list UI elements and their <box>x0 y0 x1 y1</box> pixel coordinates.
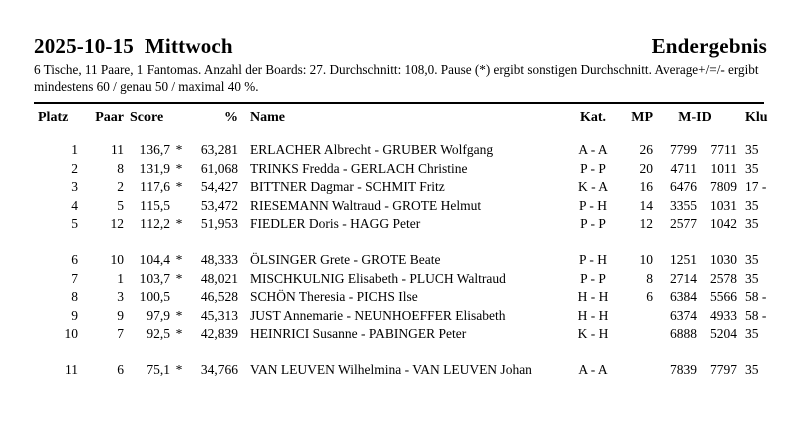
cell-percent: 45,313 <box>200 307 238 323</box>
column-header-platz: Platz <box>38 110 69 125</box>
results-table-body <box>34 141 801 379</box>
table-row <box>34 160 801 178</box>
table-row <box>34 361 801 379</box>
column-header-mp: MP <box>631 110 653 125</box>
cell-pair-names: JUST Annemarie - NEUNHOEFFER Elisabeth <box>250 307 506 323</box>
cell-kategorie: H - H <box>577 289 609 305</box>
cell-klub: 58 - <box>745 307 767 323</box>
column-header-klub: Klu <box>745 110 768 125</box>
cell-platz: 2 <box>71 160 78 176</box>
cell-klub: 35 <box>745 270 759 286</box>
cell-platz: 6 <box>71 252 78 268</box>
cell-percent: 61,068 <box>200 160 238 176</box>
cell-pair-names: SCHÖN Theresia - PICHS Ilse <box>250 289 418 305</box>
summary-line-2: mindestens 60 / genau 50 / maximal 40 %. <box>34 79 259 94</box>
cell-mp: 6 <box>646 289 653 305</box>
cell-pause-star: * <box>175 326 183 342</box>
result-title: Endergebnis <box>651 34 767 58</box>
cell-paar: 6 <box>117 362 124 378</box>
cell-pause-star: * <box>175 216 183 232</box>
cell-pause-star: * <box>175 362 183 378</box>
cell-mp <box>623 361 653 379</box>
cell-percent: 54,427 <box>200 179 238 195</box>
cell-mid-1: 6384 <box>670 289 697 305</box>
cell-paar: 5 <box>117 197 124 213</box>
cell-klub: 35 <box>745 142 759 158</box>
group-separator <box>34 233 801 251</box>
cell-paar: 9 <box>117 307 124 323</box>
cell-mp <box>623 307 653 325</box>
cell-pair-names: FIEDLER Doris - HAGG Peter <box>250 216 421 232</box>
cell-percent: 51,953 <box>200 216 238 232</box>
table-row <box>34 178 801 196</box>
cell-mid-1: 2714 <box>670 270 697 286</box>
cell-platz: 4 <box>71 197 78 213</box>
cell-pair-names: ÖLSINGER Grete - GROTE Beate <box>250 252 441 268</box>
table-row <box>34 307 801 325</box>
cell-klub: 35 <box>745 216 759 232</box>
cell-score: 92,5 <box>146 326 170 342</box>
cell-kategorie: P - P <box>580 160 606 176</box>
cell-mid-2: 7809 <box>710 179 737 195</box>
cell-paar: 3 <box>117 289 124 305</box>
table-top-rule <box>34 102 764 104</box>
cell-mid-2: 1042 <box>710 216 737 232</box>
cell-mid-2: 7711 <box>710 142 737 158</box>
cell-platz: 9 <box>71 307 78 323</box>
cell-platz: 1 <box>71 142 78 158</box>
cell-mid-2: 1030 <box>710 252 737 268</box>
cell-kategorie: P - P <box>580 270 606 286</box>
date-title: 2025-10-15 Mittwoch <box>34 34 233 58</box>
column-header-paar: Paar <box>95 110 124 125</box>
table-header-row <box>34 109 801 127</box>
cell-mid-1: 3355 <box>670 197 697 213</box>
cell-pause-star: * <box>175 160 183 176</box>
cell-mp: 14 <box>639 197 653 213</box>
cell-klub: 35 <box>745 362 759 378</box>
cell-klub: 35 <box>745 197 759 213</box>
cell-klub: 35 <box>745 326 759 342</box>
cell-kategorie: P - H <box>578 252 607 268</box>
cell-klub: 35 <box>745 252 759 268</box>
cell-mp: 20 <box>639 160 653 176</box>
cell-paar: 11 <box>111 142 124 158</box>
cell-mid-2: 5566 <box>710 289 737 305</box>
cell-percent: 53,472 <box>200 197 238 213</box>
cell-score: 117,6 <box>140 179 170 195</box>
table-row <box>34 197 801 215</box>
cell-mid-1: 6374 <box>670 307 697 323</box>
cell-score: 112,2 <box>140 216 170 232</box>
cell-score: 75,1 <box>146 362 170 378</box>
table-row <box>34 325 801 343</box>
cell-pause-star <box>170 197 188 215</box>
cell-pair-names: HEINRICI Susanne - PABINGER Peter <box>250 326 467 342</box>
cell-kategorie: H - H <box>577 307 609 323</box>
column-header-score: Score <box>130 110 164 125</box>
cell-pair-names: VAN LEUVEN Wilhelmina - VAN LEUVEN Johan <box>250 362 532 378</box>
cell-platz: 7 <box>71 270 78 286</box>
cell-mp: 8 <box>646 270 653 286</box>
cell-mp: 16 <box>639 179 653 195</box>
cell-mp: 12 <box>639 216 653 232</box>
cell-percent: 34,766 <box>200 362 238 378</box>
cell-mid-1: 7799 <box>670 142 697 158</box>
cell-paar: 7 <box>117 326 124 342</box>
cell-percent: 63,281 <box>200 142 238 158</box>
cell-kategorie: P - H <box>578 197 607 213</box>
cell-mid-1: 6476 <box>670 179 697 195</box>
cell-mid-1: 2577 <box>670 216 697 232</box>
cell-score: 104,4 <box>139 252 170 268</box>
cell-pause-star: * <box>175 142 183 158</box>
cell-pause-star: * <box>175 179 183 195</box>
cell-paar: 12 <box>110 216 124 232</box>
cell-paar: 1 <box>117 270 124 286</box>
cell-pause-star: * <box>175 252 183 268</box>
cell-mid-1: 6888 <box>670 326 697 342</box>
cell-kategorie: K - A <box>578 179 608 195</box>
cell-pause-star: * <box>175 270 183 286</box>
cell-kategorie: K - H <box>577 326 609 342</box>
cell-kategorie: A - A <box>578 142 608 158</box>
column-header-mid: M-ID <box>678 110 712 125</box>
cell-mid-1: 1251 <box>670 252 697 268</box>
summary-line-1: 6 Tische, 11 Paare, 1 Fantomas. Anzahl der Boards: 27. Durchschnitt: 108,0. Pause (*) ergibt sonstigen Durchschnitt. Average+/=/- ergibt <box>34 62 759 77</box>
cell-percent: 48,021 <box>200 270 238 286</box>
cell-pair-names: MISCHKULNIG Elisabeth - PLUCH Waltraud <box>250 270 506 286</box>
column-header-star-spacer <box>170 109 188 127</box>
cell-score: 115,5 <box>140 197 170 213</box>
cell-platz: 8 <box>71 289 78 305</box>
cell-paar: 2 <box>117 179 124 195</box>
cell-mp: 10 <box>639 252 653 268</box>
cell-mid-2: 1031 <box>710 197 737 213</box>
column-header-kategorie: Kat. <box>579 110 607 125</box>
summary-text <box>34 61 801 95</box>
cell-score: 131,9 <box>139 160 170 176</box>
cell-score: 103,7 <box>139 270 170 286</box>
cell-pair-names: RIESEMANN Waltraud - GROTE Helmut <box>250 197 482 213</box>
cell-platz: 5 <box>71 216 78 232</box>
cell-pause-star: * <box>175 307 183 323</box>
cell-mid-2: 1011 <box>710 160 737 176</box>
cell-mid-2: 7797 <box>710 362 737 378</box>
cell-mp <box>623 325 653 343</box>
cell-mid-2: 2578 <box>710 270 737 286</box>
group-separator <box>34 343 801 361</box>
cell-percent: 46,528 <box>200 289 238 305</box>
cell-kategorie: P - P <box>580 216 606 232</box>
cell-klub: 35 <box>745 160 759 176</box>
table-row <box>34 270 801 288</box>
title-row <box>34 34 767 58</box>
cell-percent: 48,333 <box>200 252 238 268</box>
table-row <box>34 288 801 306</box>
cell-klub: 17 - <box>745 179 767 195</box>
cell-platz: 3 <box>71 179 78 195</box>
table-row <box>34 215 801 233</box>
cell-mp: 26 <box>639 142 653 158</box>
cell-kategorie: A - A <box>578 362 608 378</box>
cell-percent: 42,839 <box>200 326 238 342</box>
cell-platz: 10 <box>64 326 78 342</box>
cell-mid-2: 5204 <box>710 326 737 342</box>
cell-score: 136,7 <box>139 142 170 158</box>
cell-paar: 8 <box>117 160 124 176</box>
column-header-percent: % <box>224 110 238 125</box>
column-header-name: Name <box>250 110 285 125</box>
cell-platz: 11 <box>65 362 78 378</box>
cell-pair-names: ERLACHER Albrecht - GRUBER Wolfgang <box>250 142 494 158</box>
cell-score: 100,5 <box>139 289 170 305</box>
cell-score: 97,9 <box>146 307 170 323</box>
cell-pair-names: BITTNER Dagmar - SCHMIT Fritz <box>250 179 445 195</box>
cell-mid-2: 4933 <box>710 307 737 323</box>
cell-pair-names: TRINKS Fredda - GERLACH Christine <box>250 160 468 176</box>
cell-pause-star <box>170 288 188 306</box>
table-row <box>34 251 801 269</box>
table-row <box>34 141 801 159</box>
cell-paar: 10 <box>110 252 124 268</box>
cell-mid-1: 7839 <box>670 362 697 378</box>
cell-mid-1: 4711 <box>670 160 697 176</box>
cell-klub: 58 - <box>745 289 767 305</box>
